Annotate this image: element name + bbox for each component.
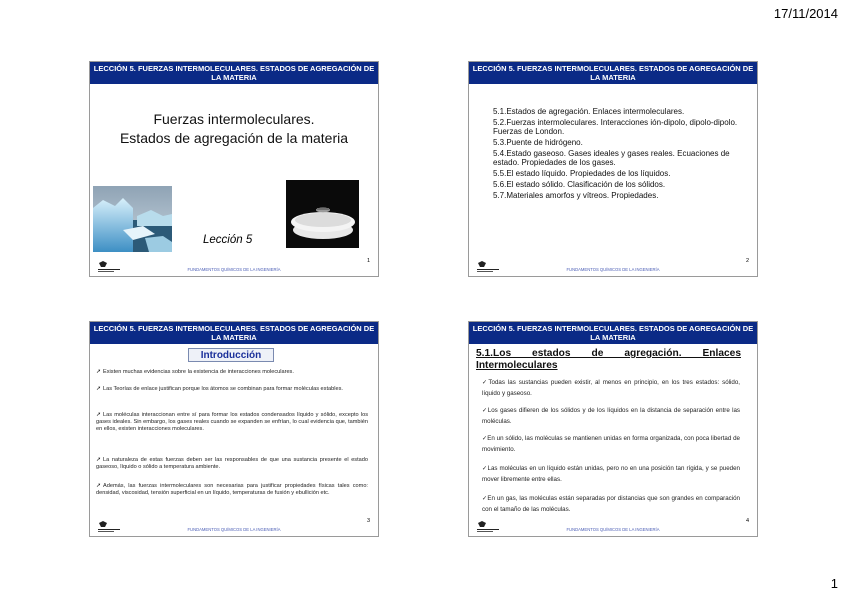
bullet-text: Las moléculas interaccionan entre sí para formar los estados condensados líquido y sólido, excepto los gases ideales. Sin embargo, los gases reales cuando se expanden se enfrían, lo cual evidencia que, también en ellos, existen interacciones moleculares. — [96, 412, 368, 432]
slide-header: LECCIÓN 5. FUERZAS INTERMOLECULARES. ESTADOS DE AGREGACIÓN DE LA MATERIA — [90, 62, 378, 84]
bullet-text: Además, las fuerzas intermoleculares son necesarias para justificar propiedades físicas tales como: densidad, viscosidad, tensión superficial en un líquido, temperaturas de fusión y ebullición etc. — [96, 483, 368, 496]
arrow-bullet-icon: ➚ — [96, 412, 102, 418]
bullet-item — [482, 434, 740, 455]
page-date: 17/11/2014 — [773, 6, 838, 21]
arrow-bullet-icon: ➚ — [96, 386, 102, 392]
bullet-item — [482, 406, 740, 427]
slide-1 — [89, 61, 379, 277]
section-title — [476, 348, 741, 372]
title-text: 5.1.Los estados de agregación. Enlaces — [476, 348, 741, 359]
slide-3 — [89, 321, 379, 537]
bullet-text: Existen muchas evidencias sobre la existencia de interacciones moleculares. — [103, 369, 294, 375]
check-bullet-icon: ✓ — [482, 435, 488, 442]
slide-footer — [469, 260, 757, 274]
arrow-bullet-icon: ➚ — [96, 457, 102, 463]
check-bullet-icon: ✓ — [482, 407, 488, 414]
slide-title — [90, 110, 378, 148]
slide-header: LECCIÓN 5. FUERZAS INTERMOLECULARES. ESTADOS DE AGREGACIÓN DE LA MATERIA — [469, 322, 757, 344]
toc-item: 5.5.El estado líquido. Propiedades de los líquidos. — [493, 169, 671, 178]
toc-item: 5.2.Fuerzas intermoleculares. Interacciones ión-dipolo, dipolo-dipolo. Fuerzas de London. — [493, 118, 738, 136]
footer-text: FUNDAMENTOS QUÍMICOS DE LA INGENIERÍA — [566, 527, 660, 532]
slide-footer — [90, 520, 378, 534]
title-line-1 — [476, 348, 741, 360]
slide-header: LECCIÓN 5. FUERZAS INTERMOLECULARES. ESTADOS DE AGREGACIÓN DE LA MATERIA — [469, 62, 757, 84]
slide-number: 1 — [366, 258, 370, 264]
bullet-item — [96, 457, 368, 471]
bullet-item — [96, 483, 368, 497]
bullet-item — [482, 378, 740, 399]
table-of-contents — [493, 107, 745, 202]
bullet-item — [482, 494, 740, 515]
bullet-item — [96, 412, 368, 433]
page-number: 1 — [830, 576, 838, 591]
slide-footer — [469, 520, 757, 534]
bullet-text: Todas las sustancias pueden existir, al menos en principio, en los tres estados: sólido, líquido y gaseoso. — [482, 379, 740, 397]
toc-item: 5.4.Estado gaseoso. Gases ideales y gases reales. Ecuaciones de estado. Propiedades de los gases. — [493, 149, 730, 167]
slide-4 — [468, 321, 758, 537]
bullet-text: La naturaleza de estas fuerzas deben ser las responsables de que una sustancia presente el estado gaseoso, líquido o sólido a temperatura ambiente. — [96, 457, 368, 470]
bullet-text: En un gas, las moléculas están separadas por distancias que son grandes en comparación con el tamaño de las moléculas. — [482, 495, 740, 513]
bullet-item — [96, 369, 368, 376]
iceberg-image — [93, 186, 172, 252]
toc-item: 5.7.Materiales amorfos y vítreos. Propiedades. — [493, 191, 659, 200]
check-bullet-icon: ✓ — [482, 379, 489, 386]
arrow-bullet-icon: ➚ — [96, 483, 102, 489]
title-line-2: Estados de agregación de la materia — [119, 130, 349, 146]
levitation-image — [286, 180, 359, 248]
slide-header: LECCIÓN 5. FUERZAS INTERMOLECULARES. ESTADOS DE AGREGACIÓN DE LA MATERIA — [90, 322, 378, 344]
lesson-label: Lección 5 — [203, 234, 253, 246]
footer-text: FUNDAMENTOS QUÍMICOS DE LA INGENIERÍA — [566, 267, 660, 272]
bullet-text: En un sólido, las moléculas se mantienen unidas en forma organizada, con poca libertad de movimiento. — [482, 435, 741, 453]
bullet-item — [96, 386, 368, 393]
bullet-text: Los gases difieren de los sólidos y de los líquidos en la distancia de separación entre las moléculas. — [482, 407, 740, 425]
footer-text: FUNDAMENTOS QUÍMICOS DE LA INGENIERÍA — [187, 267, 281, 272]
check-bullet-icon: ✓ — [482, 495, 488, 502]
slide-2 — [468, 61, 758, 277]
check-bullet-icon: ✓ — [482, 465, 488, 472]
toc-item: 5.3.Puente de hidrógeno. — [493, 138, 583, 147]
toc-item: 5.6.El estado sólido. Clasificación de los sólidos. — [493, 180, 666, 189]
slide-number: 2 — [745, 258, 749, 264]
title-line-1: Fuerzas intermoleculares. — [153, 111, 315, 127]
toc-item: 5.1.Estados de agregación. Enlaces intermoleculares. — [493, 107, 685, 116]
title-line-2: Intermoleculares — [476, 360, 558, 371]
arrow-bullet-icon: ➚ — [96, 369, 102, 375]
bullet-item — [482, 464, 740, 485]
footer-text: FUNDAMENTOS QUÍMICOS DE LA INGENIERÍA — [187, 527, 281, 532]
section-title: Introducción — [188, 348, 274, 362]
bullet-text: Las Teorías de enlace justifican porque los átomos se combinan para formar moléculas estables. — [103, 386, 343, 392]
slide-number: 3 — [366, 518, 370, 524]
bullet-text: Las moléculas en un líquido están unidas, pero no en una posición tan rígida, y se pueden mover libremente entre ellas. — [482, 465, 740, 483]
slide-number: 4 — [745, 518, 749, 524]
slide-footer — [90, 260, 378, 274]
